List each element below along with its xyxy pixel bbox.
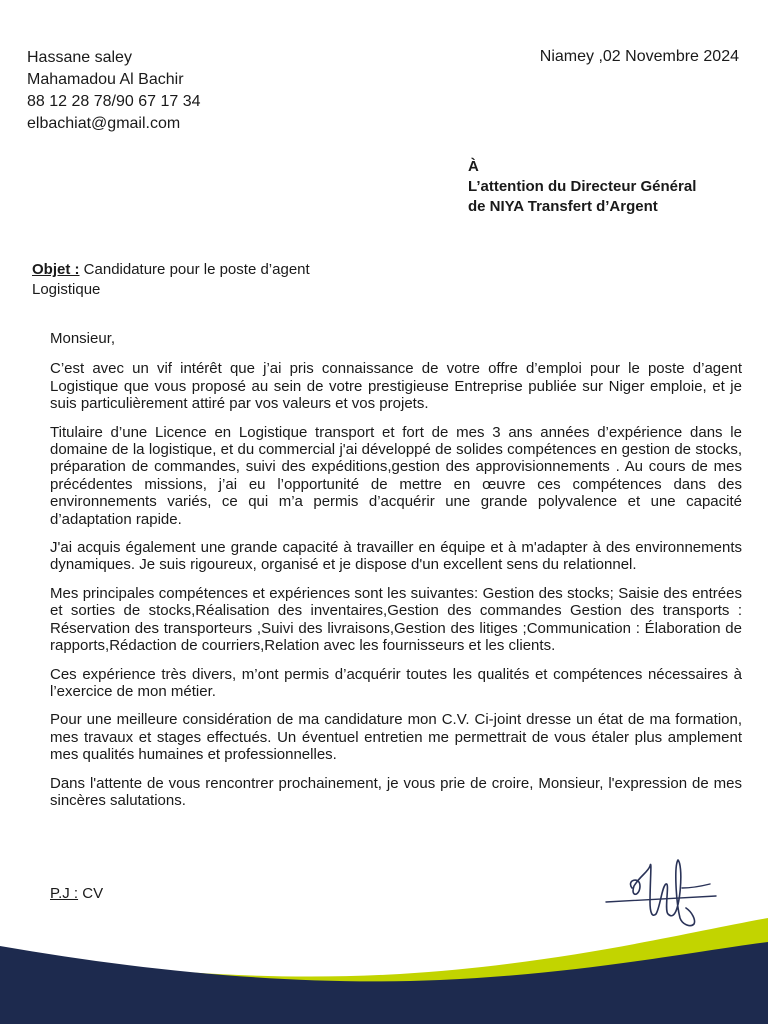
letter-body <box>50 330 742 820</box>
paragraph-cv: Pour une meilleure considération de ma candidature mon C.V. Ci-joint dresse un état de ma formation, mes travaux et stages effectués. Un éventuel entretien me permettrait de vous étaler plus amplement mes qualités humaines et professionnelles. <box>50 711 742 764</box>
attachment-label: P.J : <box>50 885 79 902</box>
paragraph-closing: Dans l'attente de vous rencontrer prochainement, je vous prie de croire, Monsieur, l'expression de mes sincères salutations. <box>50 774 742 809</box>
paragraph-skills: Mes principales compétences et expériences sont les suivantes: Gestion des stocks; Saisie des entrées et sorties de stocks,Réalisation des inventaires,Gestion des commandes Gestion des transports : Réservation des transporteurs ,Suivi des livraisons,Gestion des litiges ;Communication : Élaboration de rapports,Rédaction de courriers,Relation avec les fournisseurs et les clients. <box>50 584 742 655</box>
subject-text: Candidature pour le poste d’agent Logistique <box>32 261 310 298</box>
attachment-value: CV <box>82 885 104 902</box>
recipient-block <box>468 157 696 217</box>
greeting: Monsieur, <box>50 330 116 347</box>
sender-block <box>27 47 201 135</box>
sender-phone: 88 12 28 78/90 67 17 34 <box>27 93 201 110</box>
paragraph-interest: C’est avec un vif intérêt que j’ai pris connaissance de votre offre d’emploi pour le poste d’agent Logistique que vous proposé au sein de votre prestigieuse Entreprise publiée sur Niger emploie, et je suis particulièrement attiré par vos valeurs et vos projets. <box>50 360 742 413</box>
paragraph-qualities: Ces expérience très divers, m’ont permis d’acquérir toutes les qualités et compétences nécessaires à l’exercice de mon métier. <box>50 665 742 700</box>
sender-name-2: Mahamadou Al Bachir <box>27 71 184 88</box>
sender-name: Hassane saley <box>27 49 132 66</box>
recipient-line-1: L’attention du Directeur Général <box>468 178 697 195</box>
sender-email: elbachiat@gmail.com <box>27 115 181 132</box>
paragraph-experience: Titulaire d’une Licence en Logistique transport et fort de mes 3 ans années d’expérience dans le domaine de la logistique, et du commercial j'ai développé de solides compétences en gestion de stocks, préparation de commandes, suivi des expéditions,gestion des approvisionnements . Au cours de mes précédentes missions, j’ai eu l’opportunité de mettre en œuvre ces compétences dans des environnements variés, ce qui m’a permis d’acquérir une grande polyvalence et une capacité d’adaptation rapide. <box>50 423 742 528</box>
subject-label: Objet : <box>32 261 80 278</box>
footer-wave <box>0 900 768 1024</box>
recipient-line-2: de NIYA Transfert d’Argent <box>468 198 658 215</box>
letter-date: Niamey ,02 Novembre 2024 <box>539 48 739 65</box>
paragraph-teamwork: J'ai acquis également une grande capacité à travailler en équipe et à m'adapter à des environnements dynamiques. Je suis rigoureux, organisé et je dispose d'un excellent sens du relationnel. <box>50 539 742 574</box>
subject-line <box>32 260 312 300</box>
recipient-to: À <box>468 158 479 175</box>
